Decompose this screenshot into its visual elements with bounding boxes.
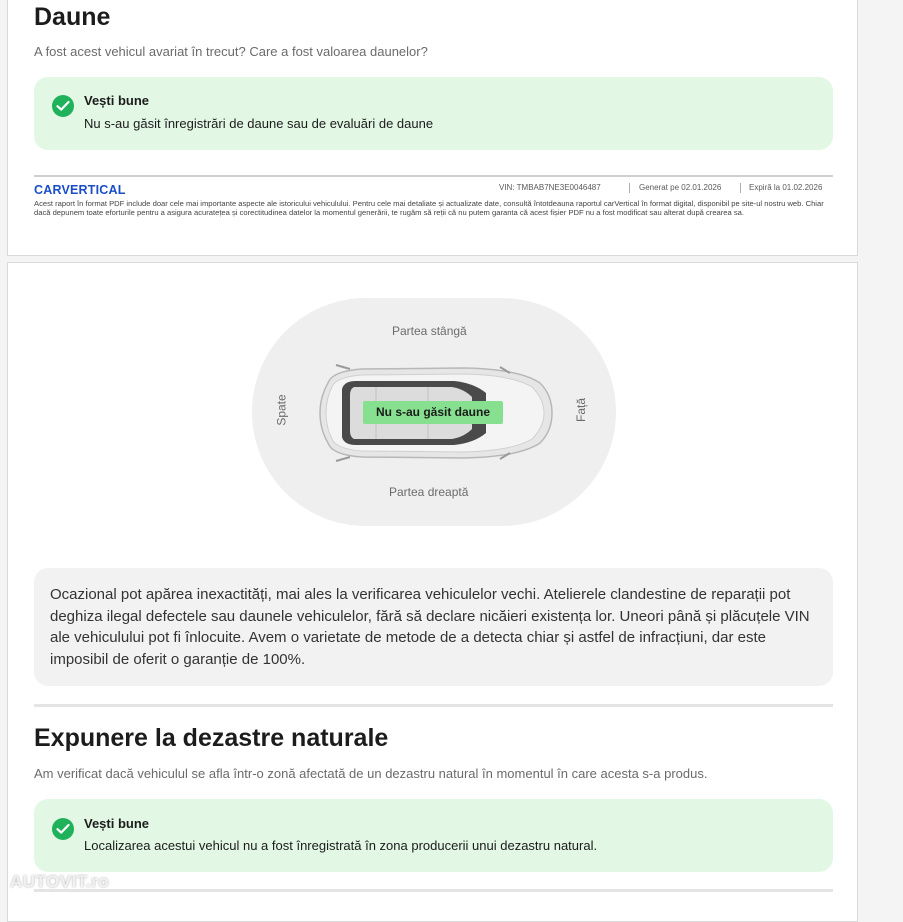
- check-circle-icon: [52, 818, 74, 840]
- section-title-damage: Daune: [34, 3, 111, 31]
- disclaimer-text: Acest raport în format PDF include doar cele mai importante aspecte ale istoricului vehiculului. Pentru cele mai detaliate și actualizate date, consultă întotdeauna raportul carVertical în format digital, disponibil pe site-ul nostru web. Chiar dacă depunem toate eforturile pentru a asigura acuratețea și corectitudinea datelor la momentul generării, te rugăm să reții că nu putem garanta că acest fișier PDF nu a fost modificat sau alterat după crearea sa.: [34, 199, 824, 218]
- watermark-text: AUTOVIT.ro: [10, 872, 110, 891]
- report-footer: [34, 175, 833, 218]
- good-news-box-damage: [34, 77, 833, 150]
- section-divider: [34, 889, 833, 892]
- report-page-diagram: [7, 262, 858, 922]
- divider: [740, 183, 741, 193]
- disclaimer-info-box: [34, 568, 833, 686]
- no-damage-badge: Nu s-au găsit daune: [363, 401, 503, 424]
- section-subtitle-disasters: Am verificat dacă vehiculul se afla într-o zonă afectată de un dezastru natural în momentul în care acesta s-a produs.: [34, 766, 708, 781]
- check-circle-icon: [52, 95, 74, 117]
- carvertical-logo: CARVERTICAL: [34, 183, 126, 197]
- label-right-side: Partea dreaptă: [389, 485, 469, 499]
- vin-text: VIN: TMBAB7NE3E0046487: [499, 183, 601, 192]
- label-rear: Spate: [274, 394, 289, 426]
- expiry-date: Expiră la 01.02.2026: [749, 183, 823, 192]
- divider: [629, 183, 630, 193]
- label-front: Față: [574, 397, 589, 423]
- section-divider: [34, 704, 833, 707]
- good-news-title: Vești bune: [84, 93, 150, 108]
- good-news-text: Nu s-au găsit înregistrări de daune sau de evaluări de daune: [84, 116, 434, 131]
- good-news-title: Vești bune: [84, 816, 150, 831]
- section-subtitle-damage: A fost acest vehicul avariat în trecut? Care a fost valoarea daunelor?: [34, 44, 428, 59]
- section-title-disasters: Expunere la dezastre naturale: [34, 724, 389, 752]
- info-text: Ocazional pot apărea inexactități, mai ales la verificarea vehiculelor vechi. Atelierele clandestine de reparații pot deghiza ilegal defectele sau daunele vehiculelor, fără să declare nicăieri existența lor. Uneori până și plăcuțele VIN ale vehiculului pot fi înlocuite. Avem o varietate de metode de a detecta chiar și astfel de infracțiuni, dar este imposibil de oferit o garanție de 100%.: [50, 586, 810, 668]
- good-news-text: Localizarea acestui vehicul nu a fost înregistrată în zona producerii unui dezastru natural.: [84, 838, 598, 853]
- label-left-side: Partea stângă: [392, 324, 467, 338]
- generated-date: Generat pe 02.01.2026: [639, 183, 722, 192]
- report-page-damage: [7, 0, 858, 256]
- good-news-box-disasters: [34, 799, 833, 872]
